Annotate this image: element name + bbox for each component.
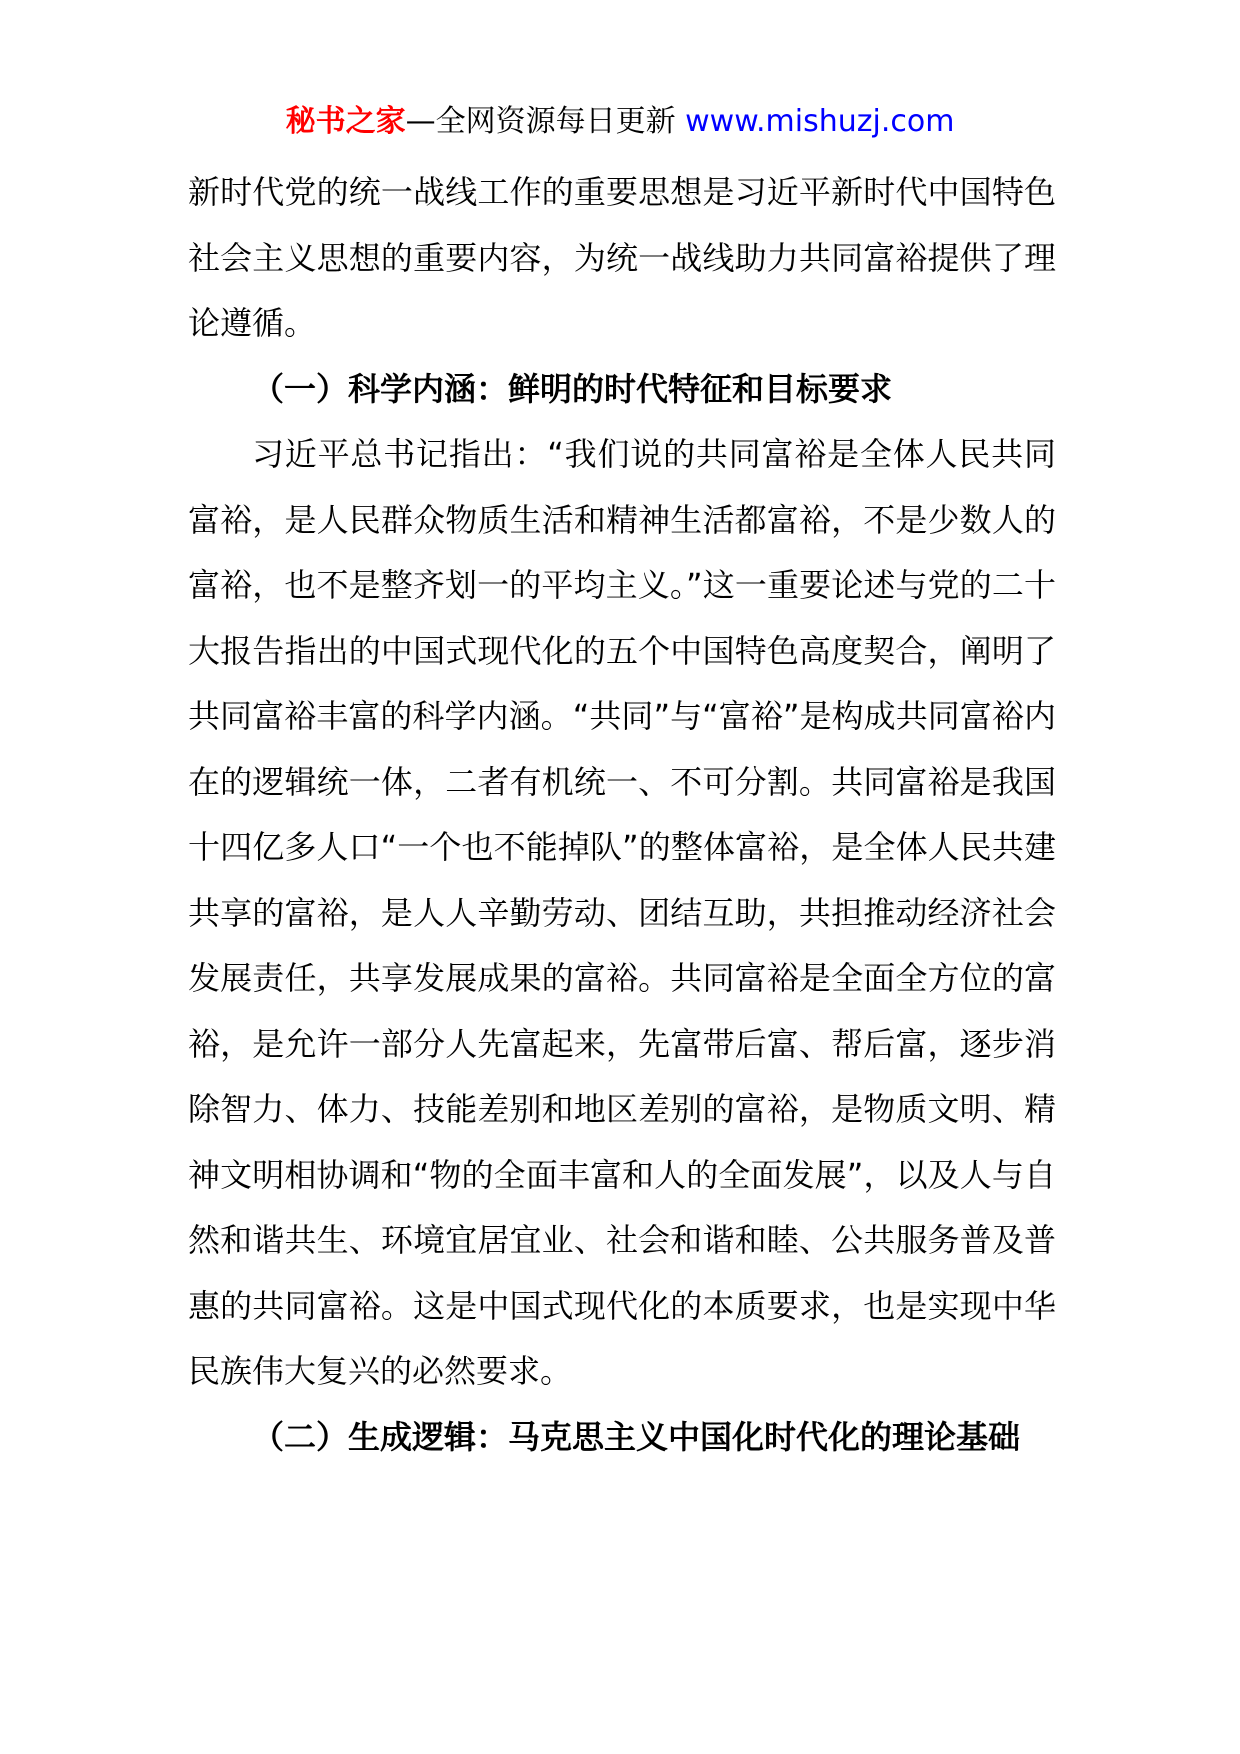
header-slogan: —全网资源每日更新: [405, 104, 686, 139]
section-heading-1: （一）科学内涵：鲜明的时代特征和目标要求: [252, 369, 893, 408]
page-header: [0, 100, 1240, 144]
section-heading-2: （二）生成逻辑：马克思主义中国化时代化的理论基础: [252, 1417, 1021, 1456]
section-1-paragraph: 习近平总书记指出：“我们说的共同富裕是全体人民共同富裕，是人民群众物质生活和精神生活都富裕，不是少数人的富裕，也不是整齐划一的平均主义。”这一重要论述与党的二十大报告指出的中国式现代化的五个中国特色高度契合，阐明了共同富裕丰富的科学内涵。“共同”与“富裕”是构成共同富裕内在的逻辑统一体，二者有机统一、不可分割。共同富裕是我国十四亿多人口“一个也不能掉队”的整体富裕，是全体人民共建共享的富裕，是人人辛勤劳动、团结互助，共担推动经济社会发展责任，共享发展成果的富裕。共同富裕是全面全方位的富裕，是允许一部分人先富起来，先富带后富、帮后富，逐步消除智力、体力、技能差别和地区差别的富裕，是物质文明、精神文明相协调和“物的全面丰富和人的全面发展”，以及人与自然和谐共生、环境宜居宜业、社会和谐和睦、公共服务普及普惠的共同富裕。这是中国式现代化的本质要求，也是实现中华民族伟大复兴的必然要求。: [188, 435, 1056, 1390]
document-body: [188, 160, 1056, 1470]
header-brand: 秘书之家: [285, 104, 406, 139]
header-url-link[interactable]: www.mishuzj.com: [685, 104, 955, 139]
intro-paragraph: 新时代党的统一战线工作的重要思想是习近平新时代中国特色社会主义思想的重要内容，为统一战线助力共同富裕提供了理论遵循。: [188, 173, 1056, 342]
